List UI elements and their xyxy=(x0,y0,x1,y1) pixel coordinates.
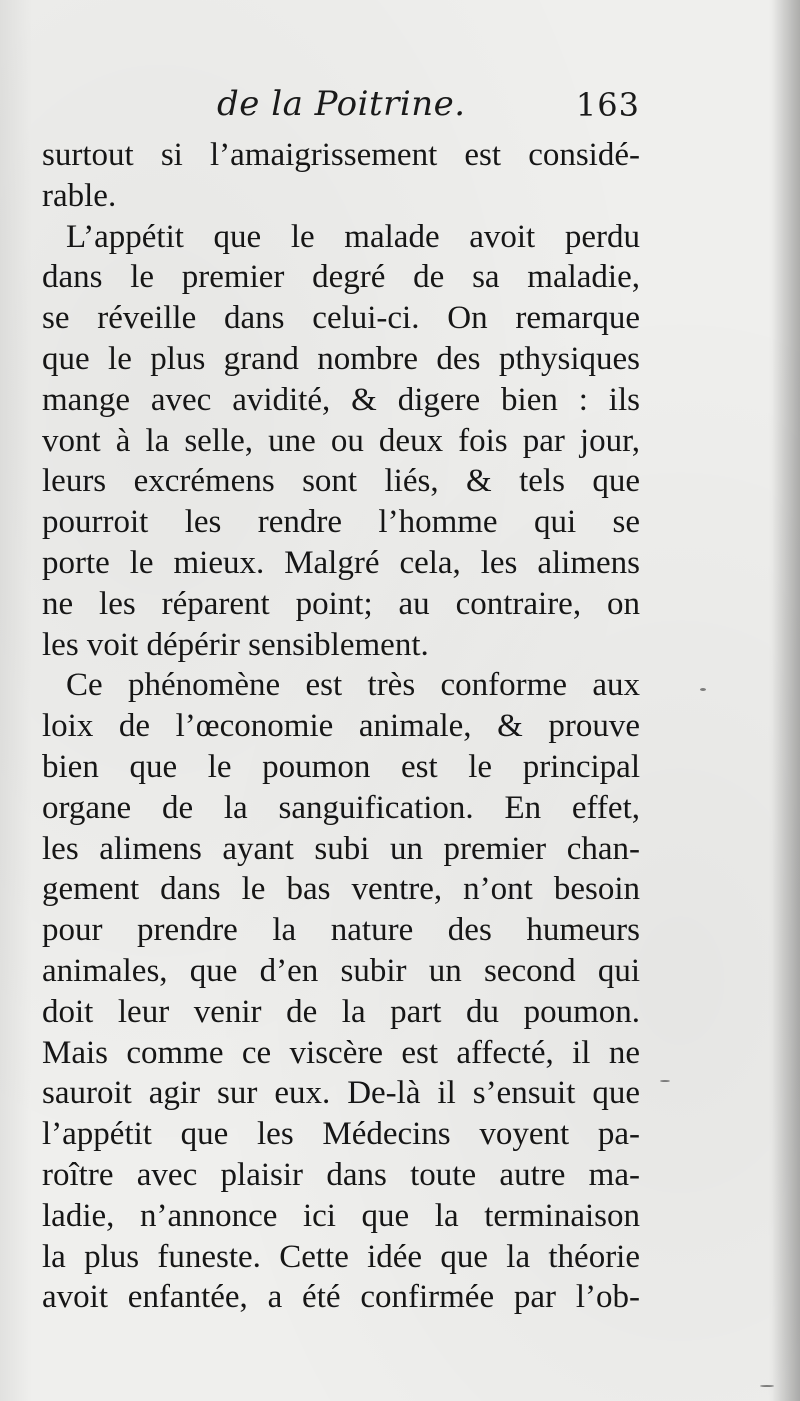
text-line: ladie, n’annonce ici que la terminaison xyxy=(42,1197,640,1234)
text-line: surtout si l’amaigrissement est considé- xyxy=(42,137,640,173)
text-line: Mais comme ce viscère est affecté, il ne xyxy=(42,1034,640,1071)
text-line: leurs excrémens sont liés, & tels que xyxy=(42,463,640,500)
text-line: doit leur venir de la part du poumon. xyxy=(42,993,640,1030)
text-line: avoit enfantée, a été confirmée par l’ob- xyxy=(42,1279,640,1316)
text-line: les alimens ayant subi un premier chan- xyxy=(42,830,640,867)
text-line: l’appétit que les Médecins voyent pa- xyxy=(42,1116,640,1153)
running-title: de la Poitrine. xyxy=(217,84,466,124)
text-line: porte le mieux. Malgré cela, les alimens xyxy=(42,544,640,581)
text-line: pour prendre la nature des humeurs xyxy=(42,912,640,949)
body-text xyxy=(42,135,640,1318)
text-line: L’appétit que le malade avoit perdu xyxy=(66,218,640,255)
text-line: mange avec avidité, & digere bien : ils xyxy=(42,381,640,418)
text-line: gement dans le bas ventre, n’ont besoin xyxy=(42,871,640,908)
text-line: animales, que d’en subir un second qui xyxy=(42,952,640,989)
text-line: bien que le poumon est le principal xyxy=(42,748,640,785)
paper-speck xyxy=(700,688,706,691)
text-line: roître avec plaisir dans toute autre ma- xyxy=(42,1156,640,1193)
text-line: Ce phénomène est très conforme aux xyxy=(66,667,640,704)
text-line: vont à la selle, une ou deux fois par jour, xyxy=(42,422,640,459)
paragraph-2 xyxy=(42,217,640,666)
running-head xyxy=(42,84,640,134)
paper-speck xyxy=(760,1385,774,1387)
text-line: rable. xyxy=(42,177,117,214)
text-line: la plus funeste. Cette idée que la théorie xyxy=(42,1238,640,1275)
text-line: pourroit les rendre l’homme qui se xyxy=(42,504,640,541)
text-line: loix de l’œconomie animale, & prouve xyxy=(42,708,640,745)
text-line: se réveille dans celui-ci. On remarque xyxy=(42,300,640,337)
paragraph-1 xyxy=(42,135,640,217)
page-number: 163 xyxy=(575,86,640,124)
page-edge-shadow xyxy=(772,0,800,1401)
text-line: ne les réparent point; au contraire, on xyxy=(42,585,640,622)
text-line: que le plus grand nombre des pthysiques xyxy=(42,340,640,377)
paper-speck xyxy=(660,1080,670,1082)
text-line: les voit dépérir sensiblement. xyxy=(42,626,429,663)
text-line: organe de la sanguification. En effet, xyxy=(42,789,640,826)
text-line: dans le premier degré de sa maladie, xyxy=(42,259,640,296)
text-line: sauroit agir sur eux. De-là il s’ensuit que xyxy=(42,1075,640,1112)
paragraph-3 xyxy=(42,665,640,1318)
